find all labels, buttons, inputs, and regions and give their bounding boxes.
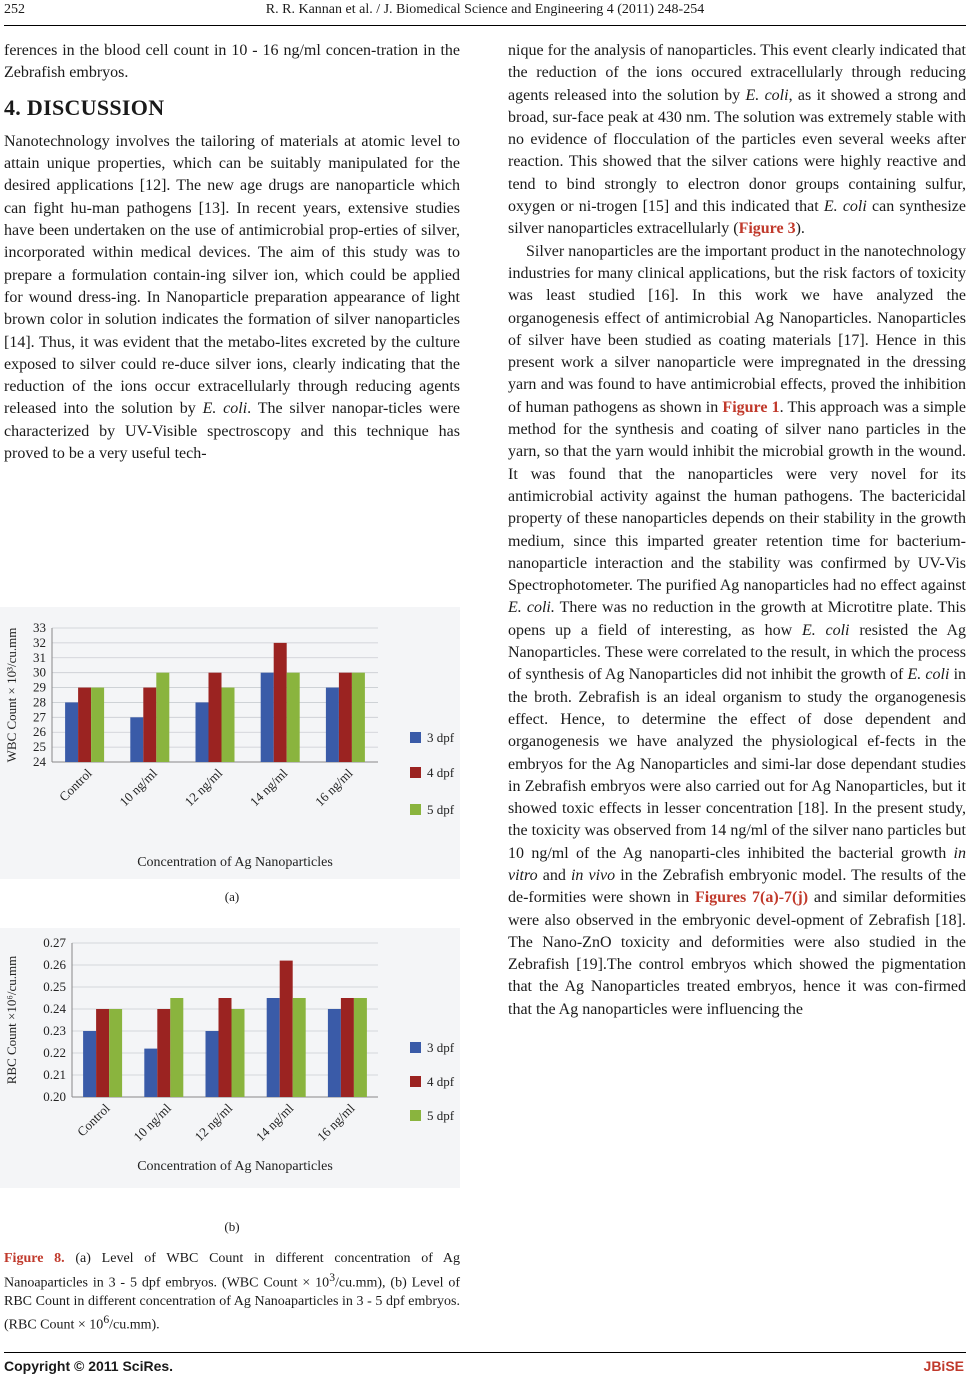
legend-swatch xyxy=(410,1076,421,1087)
text-run: (a) Level of WBC Count in different concentration of Ag Nanoaparticles in 3 - 5 dpf embryos. (WBC Count × 10 xyxy=(4,1251,461,1291)
bar-5-dpf xyxy=(170,998,183,1097)
bar-5-dpf xyxy=(91,688,104,762)
species-name: E. coli xyxy=(801,621,850,639)
bar-4-dpf xyxy=(280,961,293,1097)
bar-5-dpf xyxy=(222,688,235,762)
text-run: . The silver nanopar-ticles were characterized by UV-Visible spectroscopy and this technique has proved to be a very useful tech- xyxy=(4,400,461,463)
x-tick-label: 10 ng/ml xyxy=(130,1100,174,1145)
bar-5-dpf xyxy=(109,1009,122,1097)
bar-3-dpf xyxy=(83,1031,96,1097)
text-run: Silver nanoparticles are the important product in the nanotechnology industries for many clinical applications, but the risk factors of toxicity was least studied [16]. In this work we have analyzed the organogenesis effect of antimicrobial Ag Nanoparticles. Nanoparticles of silver have been studied as coating materials [17]. Hence in this present work a silver nanoparticle were impregnated in the dressing yarn and was found to have antimicrobial effects, proved the inhibition of human pathogens as shown in xyxy=(508,242,966,416)
section-heading: 4. DISCUSSION xyxy=(4,94,165,120)
text-run: ). xyxy=(795,220,805,238)
y-tick-label: 0.22 xyxy=(43,1045,66,1060)
text-run: /cu.mm). xyxy=(109,1317,160,1333)
x-tick-label: 16 ng/ml xyxy=(313,1100,358,1145)
legend-label: 5 dpf xyxy=(427,1108,455,1123)
text-run: nique for the analysis of nanoparticles. This event clearly indicated that the reduction of the ions occured extracellularly through reducing agents released into the solution by xyxy=(508,42,966,104)
bar-3-dpf xyxy=(206,1031,219,1097)
text-run: and xyxy=(537,866,571,884)
x-axis-label: Concentration of Ag Nanoparticles xyxy=(137,1159,333,1174)
bar-3-dpf xyxy=(130,717,143,762)
y-tick-label: 0.20 xyxy=(43,1089,66,1104)
y-tick-label: 0.21 xyxy=(43,1067,66,1082)
y-tick-label: 0.25 xyxy=(43,979,66,994)
y-tick-label: 24 xyxy=(33,754,46,769)
x-tick-label: 14 ng/ml xyxy=(252,1100,297,1145)
copyright: Copyright © 2011 SciRes. xyxy=(4,1358,174,1374)
figure-1-link[interactable]: Figure 1 xyxy=(722,398,780,416)
italic-term: in vitro xyxy=(508,844,966,884)
superscript: 6 xyxy=(103,1313,110,1327)
right-paragraph-2 xyxy=(508,241,966,1021)
species-name: E. coli xyxy=(823,198,867,216)
page-number: 252 xyxy=(4,2,25,17)
bar-3-dpf xyxy=(65,702,78,762)
legend-swatch xyxy=(410,1042,421,1053)
y-axis-label: WBC Count × 10³/cu.mm xyxy=(4,627,19,763)
y-tick-label: 0.27 xyxy=(43,935,66,950)
x-tick-label: 10 ng/ml xyxy=(116,765,160,810)
footer-rule xyxy=(4,1352,966,1353)
bar-4-dpf xyxy=(274,643,287,762)
x-tick-label: Control xyxy=(74,1100,113,1140)
wbc-chart-svg xyxy=(0,607,460,879)
species-name: E. coli xyxy=(745,86,789,104)
bar-5-dpf xyxy=(352,673,365,762)
y-tick-label: 33 xyxy=(33,620,46,635)
y-tick-label: 0.24 xyxy=(43,1001,66,1016)
legend-swatch xyxy=(410,767,421,778)
species-name: E. coli xyxy=(907,666,950,684)
bar-3-dpf xyxy=(267,998,280,1097)
legend-label: 4 dpf xyxy=(427,765,455,780)
bar-4-dpf xyxy=(209,673,222,762)
bar-3-dpf xyxy=(144,1049,157,1097)
legend-label: 3 dpf xyxy=(427,1040,455,1055)
bar-3-dpf xyxy=(326,688,339,762)
bar-4-dpf xyxy=(339,673,352,762)
bar-3-dpf xyxy=(328,1009,341,1097)
subfigure-label-a: (a) xyxy=(224,889,240,904)
bar-5-dpf xyxy=(232,1009,245,1097)
text-run: in the Zebrafish embryonic model. The results of the de-formities were shown in xyxy=(508,866,966,907)
bar-3-dpf xyxy=(261,673,274,762)
bar-5-dpf xyxy=(287,673,300,762)
species-name: E. coli. xyxy=(508,599,555,617)
bar-4-dpf xyxy=(157,1009,170,1097)
y-tick-label: 27 xyxy=(33,709,46,725)
left-paragraph-continuation: ferences in the blood cell count in 10 - 16 ng/ml concen-tration in the Zebrafish embryos. xyxy=(4,42,460,82)
text-run: resisted the Ag Nanoparticles. These were correlated to the result, in which the process of synthesis of Ag Nanoparticles did not inhibit the growth of xyxy=(508,621,967,684)
bar-5-dpf xyxy=(293,998,306,1097)
text-run: and similar deformities were also observed in the embryonic devel-opment of Zebrafish [18]. The Nano-ZnO toxicity and deformities were also studied in the Zebrafish [19].The control embryos which showed the pigmentation that the Ag Nanoparticles treated embryos, hence it was con-firmed that the Ag nanoparticles were influencing the xyxy=(508,889,967,1018)
legend-swatch xyxy=(410,1110,421,1121)
rbc-chart xyxy=(0,928,460,1188)
x-axis-label: Concentration of Ag Nanoparticles xyxy=(137,855,333,870)
y-tick-label: 31 xyxy=(33,649,46,665)
bar-5-dpf xyxy=(354,998,367,1097)
figure-label: Figure 8. xyxy=(4,1251,65,1266)
y-tick-label: 30 xyxy=(33,664,46,680)
page-header xyxy=(0,0,970,22)
bar-4-dpf xyxy=(78,688,91,762)
y-tick-label: 29 xyxy=(33,679,46,695)
text-run: in the broth. Zebrafish is an ideal organism to study the organogenesis effect. Hence, to determine the effect of dose dependent and organogenesis we have analyzed the physiological ef-fects in the embryos for the Ag Nanoparticles and simi-lar dose dependant studies in Zebrafish embryos were also carried out for Ag Nanoparticles, but it showed toxic effects in lesser concentration [18]. In the present study, the toxicity was observed from 14 ng/ml of the silver nano particles but 10 ng/ml of the Ag nanoparti-cles inhibited the bacterial growth xyxy=(508,666,967,862)
bar-4-dpf xyxy=(143,688,156,762)
header-rule xyxy=(4,25,966,26)
y-axis-label: RBC Count ×10⁶/cu.mm xyxy=(4,955,19,1085)
x-tick-label: 14 ng/ml xyxy=(246,765,291,810)
legend-label: 4 dpf xyxy=(427,1074,455,1089)
left-column xyxy=(4,40,460,465)
discussion-paragraph xyxy=(4,131,460,465)
legend-label: 5 dpf xyxy=(427,802,455,817)
figure-7-link[interactable]: Figures 7(a)-7(j) xyxy=(694,889,809,907)
text-run: . This approach was a simple method for the synthesis and coating of silver nano particles in the yarn, so that the yarn would inhibit the microbial growth in the wound. It was found that the nanoparticles were very novel for its antimicrobial activity against the human pathogens. The bactericidal property of these nanoparticles depends on their stability in the growth medium, since this imparted greater retention time for bacterium-nanoparticle interaction and the stability was confirmed by UV-Vis Spectrophotometer. The purified Ag nanoparticles had no effect against xyxy=(508,398,967,595)
subfigure-label-b: (b) xyxy=(224,1219,240,1234)
figure-caption xyxy=(4,1250,460,1335)
text-run: , as it showed a strong and broad, sur-face peak at 430 nm. The solution was extremely stable with no evidence of flocculation of the particles even several weeks after reaction. This showed that the silver cations were highly reactive and tend to bind strongly to electron donor groups containing sulfur, oxygen or ni-trogen [15] and this indicated that xyxy=(508,86,967,216)
species-name: E. coli xyxy=(202,400,248,418)
y-tick-label: 26 xyxy=(33,724,46,740)
bar-4-dpf xyxy=(341,998,354,1097)
wbc-chart xyxy=(0,607,460,879)
x-tick-label: Control xyxy=(56,765,95,805)
bar-5-dpf xyxy=(156,673,169,762)
text-run: There was no reduction in the growth at Microtitre plate. This opens up a field of interesting, as how xyxy=(508,599,966,639)
y-tick-label: 0.26 xyxy=(43,957,66,972)
legend-label: 3 dpf xyxy=(427,730,455,745)
superscript: 3 xyxy=(329,1270,336,1284)
text-run: /cu.mm), (b) Level of RBC Count in different concentration of Ag Nanoaparticles in 3 - 5 dpf embryos. (RBC Count × 10 xyxy=(4,1275,461,1333)
legend-swatch xyxy=(410,732,421,743)
y-tick-label: 28 xyxy=(33,694,46,710)
x-tick-label: 16 ng/ml xyxy=(311,765,356,810)
figure-3-link[interactable]: Figure 3 xyxy=(738,220,796,238)
right-paragraph-1 xyxy=(508,40,966,241)
italic-term: in vivo xyxy=(570,866,616,884)
x-tick-label: 12 ng/ml xyxy=(191,1100,236,1145)
bar-4-dpf xyxy=(96,1009,109,1097)
y-tick-label: 32 xyxy=(33,634,46,650)
right-column xyxy=(508,40,966,1021)
bar-4-dpf xyxy=(219,998,232,1097)
text-run: can synthesize silver nanoparticles extracellularly ( xyxy=(508,198,967,238)
text-run: Nanotechnology involves the tailoring of materials at atomic level to attain unique properties, which can be suitably manipulated for the desired applications [12]. The new age drugs are nanoparticle which can fight hu-man pathogens [13]. In recent years, extensive studies have been undertaken on the use of antimicrobial prop-erties of silver, incorporated within medical devices. The aim of this study was to prepare a formulation contain-ing silver ion, which could be applied for wound dress-ing. In Nanoparticle preparation appearance of light brown color in solution indicates the formation of silver nanoparticles [14]. Thus, it was evident that the metabo-lites excreted by the culture exposed to silver could re-duce silver ions, clearly indicating that the reduction of the ions occur extracellularly through reducing agents released into the solution by xyxy=(4,132,460,418)
bar-3-dpf xyxy=(196,702,209,762)
journal-abbrev: JBiSE xyxy=(923,1358,964,1374)
y-tick-label: 25 xyxy=(33,739,46,755)
legend-swatch xyxy=(410,804,421,815)
y-tick-label: 0.23 xyxy=(43,1023,66,1038)
rbc-chart-svg xyxy=(0,928,460,1188)
running-title: R. R. Kannan et al. / J. Biomedical Science and Engineering 4 (2011) 248-254 xyxy=(265,2,705,17)
x-tick-label: 12 ng/ml xyxy=(181,765,226,810)
